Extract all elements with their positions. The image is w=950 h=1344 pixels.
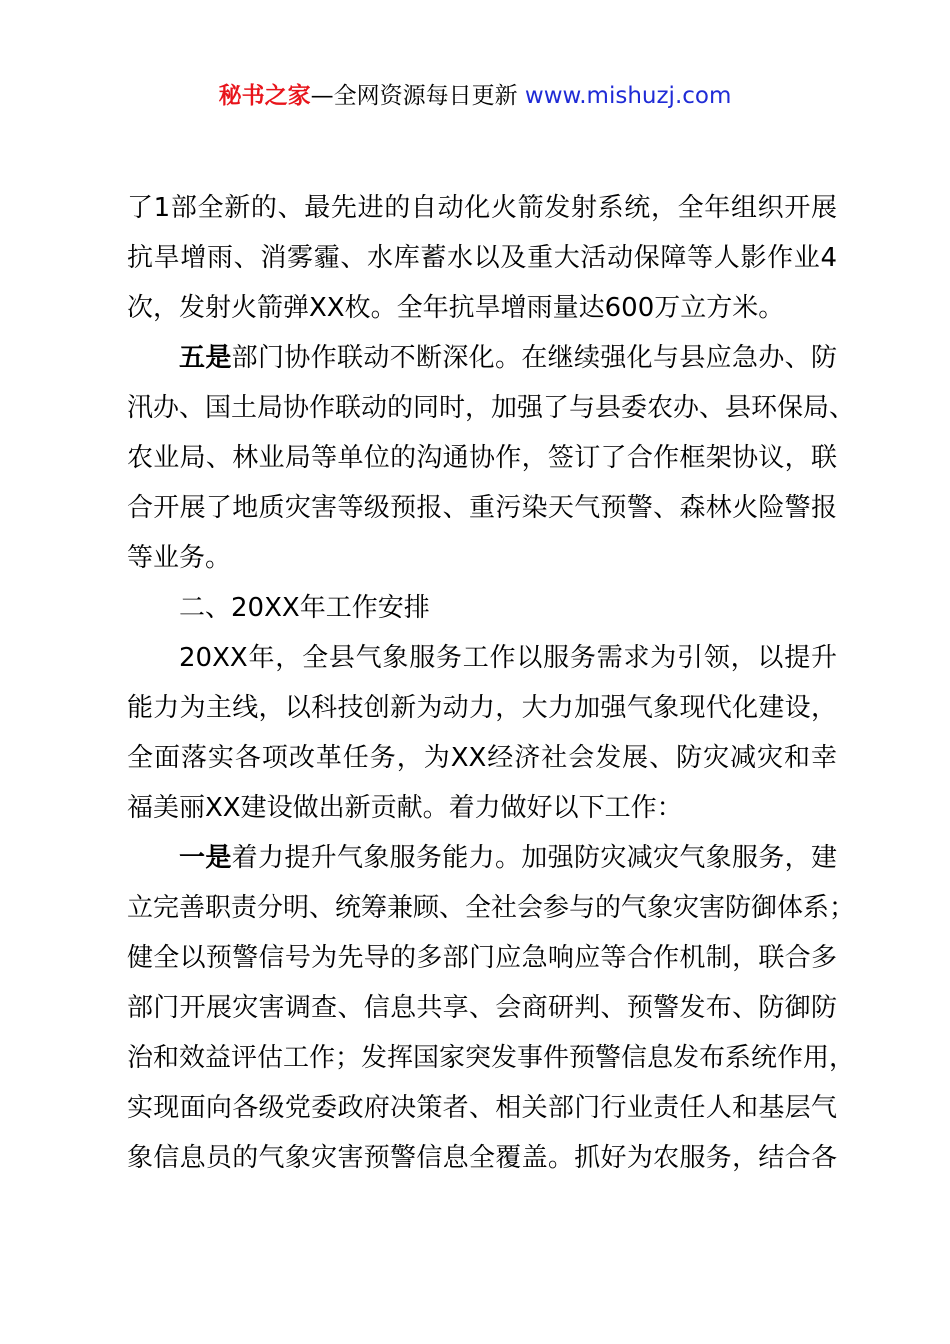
text-line-rest: 部门协作联动不断深化。在继续强化与县应急办、防 <box>231 343 837 373</box>
text-line: 实现面向各级党委政府决策者、相关部门行业责任人和基层气 <box>127 1093 837 1123</box>
text-line: 次，发射火箭弹XX枚。全年抗旱增雨量达600万立方米。 <box>127 293 785 323</box>
paragraph-lead: 一是 <box>179 843 232 873</box>
text-line-first <box>127 833 837 883</box>
paragraph-work-plan-intro <box>127 633 837 833</box>
text-line: 象信息员的气象灾害预警信息全覆盖。抓好为农服务，结合各 <box>127 1143 837 1173</box>
site-url-link[interactable]: www.mishuzj.com <box>524 83 732 109</box>
site-brand: 秘书之家 <box>218 83 311 109</box>
paragraph-rocket-operations <box>127 183 837 333</box>
text-line: 健全以预警信号为先导的多部门应急响应等合作机制，联合多 <box>127 943 837 973</box>
text-line: 全面落实各项改革任务，为XX经济社会发展、防灾减灾和幸 <box>127 743 837 773</box>
paragraph-lead: 五是 <box>179 343 232 373</box>
site-header <box>0 80 950 112</box>
text-line: 汛办、国土局协作联动的同时，加强了与县委农办、县环保局、 <box>127 393 856 423</box>
text-line: 等业务。 <box>127 543 232 573</box>
text-line: 20XX年，全县气象服务工作以服务需求为引领，以提升 <box>179 643 837 673</box>
text-line: 合开展了地质灾害等级预报、重污染天气预警、森林火险警报 <box>127 493 837 523</box>
text-line-rest: 着力提升气象服务能力。加强防灾减灾气象服务，建 <box>231 843 837 873</box>
text-line: 部门开展灾害调查、信息共享、会商研判、预警发布、防御防 <box>127 993 837 1023</box>
paragraph-point-one <box>127 833 856 1183</box>
text-line-first <box>127 333 837 383</box>
document-body <box>127 183 856 1183</box>
text-line: 治和效益评估工作；发挥国家突发事件预警信息发布系统作用， <box>127 1043 856 1073</box>
text-line: 了1部全新的、最先进的自动化火箭发射系统，全年组织开展 <box>127 193 837 223</box>
text-line: 立完善职责分明、统筹兼顾、全社会参与的气象灾害防御体系； <box>127 893 856 923</box>
text-line: 农业局、林业局等单位的沟通协作，签订了合作框架协议，联 <box>127 443 837 473</box>
text-line: 福美丽XX建设做出新贡献。着力做好以下工作： <box>127 793 683 823</box>
text-line: 能力为主线，以科技创新为动力，大力加强气象现代化建设， <box>127 693 837 723</box>
site-tagline: —全网资源每日更新 <box>310 83 518 109</box>
text-line: 抗旱增雨、消雾霾、水库蓄水以及重大活动保障等人影作业4 <box>127 243 837 273</box>
section-heading <box>127 583 837 633</box>
paragraph-point-five <box>127 333 856 583</box>
section-heading-text: 二、20XX年工作安排 <box>179 593 430 623</box>
